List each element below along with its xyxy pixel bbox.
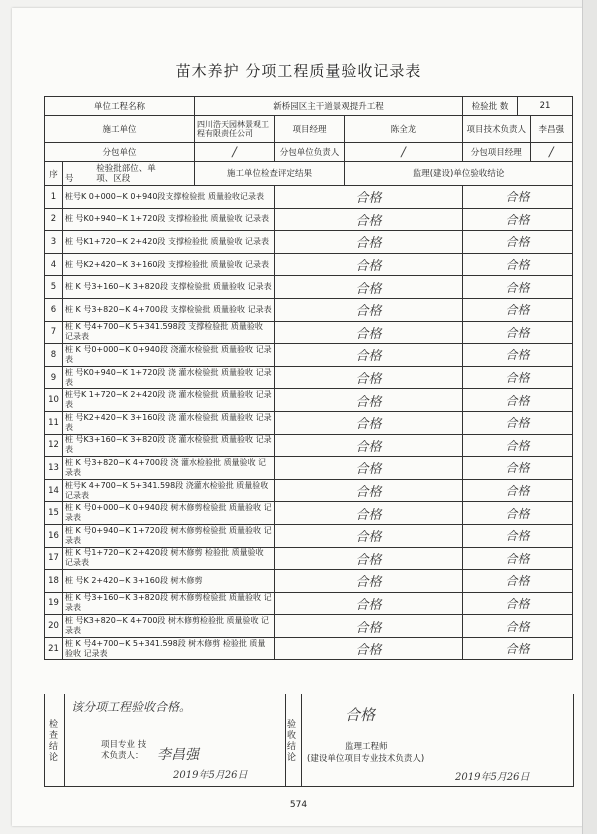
- row-description: 桩 号K1+720~K 2+420段 支撑检验批 质量验收 记录表: [63, 231, 275, 254]
- row-number: 15: [45, 502, 63, 525]
- row-result: 合格: [275, 592, 463, 615]
- subcontract-pm-label: 分包项目经理: [463, 143, 530, 161]
- table-row: [45, 457, 573, 480]
- row-number: 17: [45, 547, 63, 570]
- row-number: 3: [45, 231, 63, 254]
- subcontract-unit-value: /: [195, 143, 275, 162]
- row-conclusion: 合格: [463, 366, 573, 389]
- col-num-part: [63, 162, 195, 186]
- row-conclusion: 合格: [463, 524, 573, 547]
- row-number: 14: [45, 479, 63, 502]
- table-row: [45, 231, 573, 254]
- project-manager-value: 陈全龙: [345, 116, 463, 143]
- row-description: 桩号K 1+720~K 2+420段 浇 灌水检验批 质量验收 记录表: [63, 389, 275, 412]
- header-row-2: [45, 116, 573, 143]
- row-conclusion: 合格: [463, 276, 573, 299]
- row-description: 桩 K 号0+000~K 0+940段 浇灌水检验批 质量验收 记录表: [63, 344, 275, 367]
- construction-unit-value: 四川浩天园林景观工程有限责任公司: [195, 116, 275, 143]
- row-number: 16: [45, 524, 63, 547]
- row-number: 2: [45, 208, 63, 231]
- row-number: 11: [45, 411, 63, 434]
- check-conclusion-label: 检查结论: [49, 720, 59, 763]
- row-result: 合格: [275, 570, 463, 593]
- row-number: 8: [45, 344, 63, 367]
- row-description: 桩 K 号3+160~K 3+820段 树木修剪检验批 质量验收 记录表: [63, 592, 275, 615]
- row-result: 合格: [275, 502, 463, 525]
- row-conclusion: 合格: [463, 344, 573, 367]
- row-conclusion: 合格: [463, 208, 573, 231]
- row-result: 合格: [275, 434, 463, 457]
- table-row: [45, 208, 573, 231]
- row-result: 合格: [275, 547, 463, 570]
- row-description: 桩 K 号3+820~K 4+700段 浇 灌水检验批 质量验收 记录表: [63, 457, 275, 480]
- acceptance-label: 验收结论: [287, 720, 297, 763]
- table-row: [45, 592, 573, 615]
- table-row: [45, 524, 573, 547]
- table-row: [45, 321, 573, 344]
- row-result: 合格: [275, 615, 463, 638]
- col-result: 施工单位检查评定结果: [195, 162, 345, 186]
- row-description: 桩 号K2+420~K 3+160段 支撑检验批 质量验收 记录表: [63, 253, 275, 276]
- row-description: 桩 K 号3+160~K 3+820段 支撑检验批 质量验收 记录表: [63, 276, 275, 299]
- table-row: [45, 186, 573, 209]
- row-result: 合格: [275, 344, 463, 367]
- row-description: 桩 K 号4+700~K 5+341.598段 树木修剪 检验批 质量验收 记录表: [63, 637, 275, 660]
- row-result: 合格: [275, 637, 463, 660]
- row-number: 12: [45, 434, 63, 457]
- unit-project-label: 单位工程名称: [45, 97, 195, 116]
- row-conclusion: 合格: [463, 434, 573, 457]
- row-result: 合格: [275, 231, 463, 254]
- col-seq: 序: [45, 162, 63, 186]
- table-row: [45, 389, 573, 412]
- row-conclusion: 合格: [463, 570, 573, 593]
- col-num: 号: [65, 173, 74, 184]
- row-description: 桩 号K3+820~K 4+700段 树木修剪检验批 质量验收 记录表: [63, 615, 275, 638]
- row-result: 合格: [275, 411, 463, 434]
- table-row: [45, 344, 573, 367]
- row-number: 1: [45, 186, 63, 209]
- supervisor-caption-2: (建设单位项目专业技术负责人): [307, 754, 425, 764]
- tech-lead-label: 项目技术负责人: [463, 116, 530, 142]
- table-row: [45, 502, 573, 525]
- row-conclusion: 合格: [463, 637, 573, 660]
- date-right: 2019年5月26日: [455, 772, 530, 783]
- column-header-row: [45, 162, 573, 186]
- batch-count-label: 检验批 数: [463, 97, 518, 115]
- row-number: 19: [45, 592, 63, 615]
- table-row: [45, 276, 573, 299]
- supervisor-caption: 监理工程师: [345, 742, 388, 752]
- row-conclusion: 合格: [463, 321, 573, 344]
- row-number: 7: [45, 321, 63, 344]
- row-result: 合格: [275, 276, 463, 299]
- row-result: 合格: [275, 186, 463, 209]
- row-conclusion: 合格: [463, 502, 573, 525]
- row-number: 4: [45, 253, 63, 276]
- row-conclusion: 合格: [463, 615, 573, 638]
- tech-lead-cell: [463, 116, 573, 143]
- row-number: 5: [45, 276, 63, 299]
- table-row: [45, 570, 573, 593]
- construction-unit-label: 施工单位: [45, 116, 195, 143]
- table-row: [45, 298, 573, 321]
- page-edge: [582, 0, 597, 834]
- row-result: 合格: [275, 298, 463, 321]
- document-title: 苗木养护 分项工程质量验收记录表: [175, 62, 422, 80]
- acceptance-signature: 合格: [345, 706, 376, 724]
- row-conclusion: 合格: [463, 298, 573, 321]
- row-result: 合格: [275, 389, 463, 412]
- project-manager-label: 项目经理: [275, 116, 345, 143]
- row-conclusion: 合格: [463, 479, 573, 502]
- table-row: [45, 366, 573, 389]
- row-conclusion: 合格: [463, 186, 573, 209]
- table-row: [45, 637, 573, 660]
- row-result: 合格: [275, 524, 463, 547]
- row-description: 桩 K 号0+000~K 0+940段 树木修剪检验批 质量验收 记录表: [63, 502, 275, 525]
- col-conclusion: 监理(建设)单位验收结论: [345, 162, 573, 186]
- row-description: 桩 号K0+940~K 1+720段 浇 灌水检验批 质量验收 记录表: [63, 366, 275, 389]
- row-description: 桩 号K3+160~K 3+820段 浇 灌水检验批 质量验收 记录表: [63, 434, 275, 457]
- row-result: 合格: [275, 479, 463, 502]
- row-conclusion: 合格: [463, 411, 573, 434]
- table-row: [45, 411, 573, 434]
- row-number: 10: [45, 389, 63, 412]
- subcontract-lead-label: 分包单位负责人: [275, 143, 345, 162]
- col-part: 检验批部位、单项、区段: [96, 163, 156, 184]
- row-conclusion: 合格: [463, 253, 573, 276]
- subcontract-pm-cell: [463, 143, 573, 162]
- row-result: 合格: [275, 208, 463, 231]
- row-number: 9: [45, 366, 63, 389]
- row-conclusion: 合格: [463, 547, 573, 570]
- row-number: 13: [45, 457, 63, 480]
- subcontract-unit-label: 分包单位: [45, 143, 195, 162]
- table-row: [45, 479, 573, 502]
- row-description: 桩 号K2+420~K 3+160段 浇 灌水检验批 质量验收 记录表: [63, 411, 275, 434]
- row-description: 桩 号K0+940~K 1+720段 支撑检验批 质量验收 记录表: [63, 208, 275, 231]
- row-number: 18: [45, 570, 63, 593]
- table-row: [45, 434, 573, 457]
- batch-count-value: 21: [539, 101, 551, 111]
- row-number: 21: [45, 637, 63, 660]
- date-left: 2019年5月26日: [173, 770, 248, 781]
- row-result: 合格: [275, 321, 463, 344]
- row-number: 20: [45, 615, 63, 638]
- tech-lead-value: 李昌强: [538, 125, 565, 135]
- check-conclusion-text: 该分项工程验收合格。: [71, 700, 192, 714]
- row-description: 桩号K 4+700~K 5+341.598段 浇灌水检验批 质量验收 记录表: [63, 479, 275, 502]
- record-rows: [45, 186, 573, 660]
- row-description: 桩 K 号1+720~K 2+420段 树木修剪 检验批 质量验收 记录表: [63, 547, 275, 570]
- tech-lead-signature: 李昌强: [157, 747, 199, 763]
- header-row-1: [45, 97, 573, 116]
- row-conclusion: 合格: [463, 231, 573, 254]
- row-result: 合格: [275, 457, 463, 480]
- row-description: 桩 K 号0+940~K 1+720段 树木修剪检验批 质量验收 记录表: [63, 524, 275, 547]
- row-description: 桩 K 号4+700~K 5+341.598段 支撑检验批 质量验收 记录表: [63, 321, 275, 344]
- row-conclusion: 合格: [463, 457, 573, 480]
- row-description: 桩 号K 2+420~K 3+160段 树木修剪: [63, 570, 275, 593]
- row-result: 合格: [275, 366, 463, 389]
- page-number: 574: [289, 800, 308, 810]
- table-row: [45, 547, 573, 570]
- row-number: 6: [45, 298, 63, 321]
- subcontract-pm-value: /: [549, 144, 554, 160]
- conclusion-section: [44, 694, 574, 787]
- record-table: [44, 96, 573, 660]
- row-description: 桩号K 0+000~K 0+940段支撑检验批 质量验收记录表: [63, 186, 275, 209]
- table-row: [45, 615, 573, 638]
- row-conclusion: 合格: [463, 592, 573, 615]
- row-result: 合格: [275, 253, 463, 276]
- subcontract-lead-value: /: [345, 143, 463, 162]
- header-row-3: [45, 143, 573, 162]
- unit-project-value: 新桥园区主干道景观提升工程: [195, 97, 463, 116]
- tech-lead-caption: 项目专业 技术负责人：: [101, 740, 147, 761]
- row-conclusion: 合格: [463, 389, 573, 412]
- table-row: [45, 253, 573, 276]
- batch-count-cell: [463, 97, 573, 116]
- row-description: 桩 K 号3+820~K 4+700段 支撑检验批 质量验收 记录表: [63, 298, 275, 321]
